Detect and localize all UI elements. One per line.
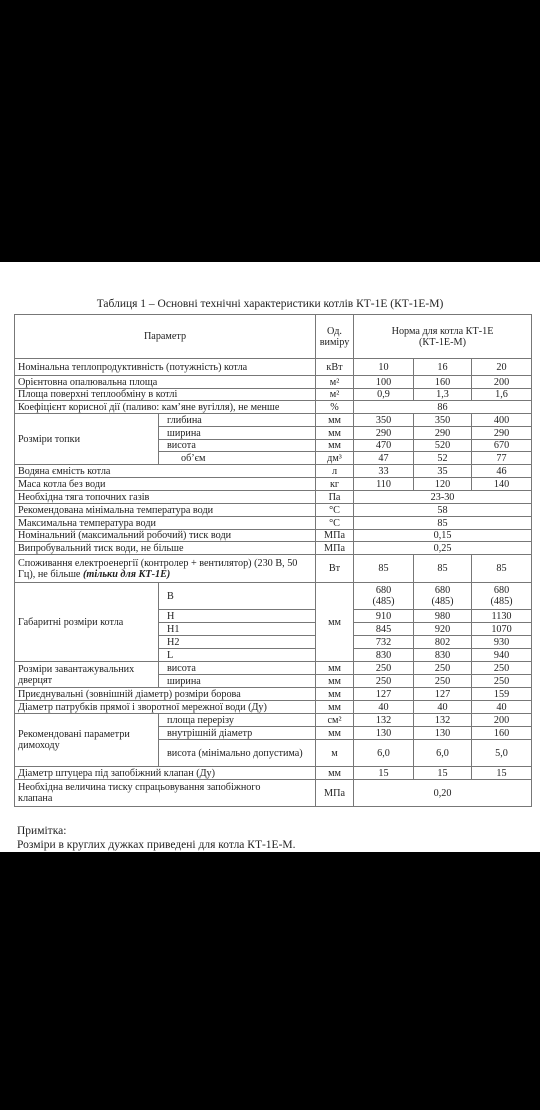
table-header-row <box>15 315 532 359</box>
table-row: Випробувальний тиск води, не більше МПа 0,25 <box>15 542 532 555</box>
table-row: Розміри топки глибина мм 350 350 400 <box>15 414 532 427</box>
table-row: Номінальний (максимальний робочий) тиск води МПа 0,15 <box>15 530 532 542</box>
table-row: Рекомендовані параметри димоходу площа перерізу см² 132 132 200 <box>15 714 532 727</box>
table-row: висота (мінімально допустима) м 6,0 6,0 5,0 <box>15 740 532 767</box>
table-row: ширина мм 290 290 290 <box>15 427 532 440</box>
table-row: Необхідна тяга топочних газів Па 23-30 <box>15 491 532 504</box>
header-unit: Од. виміру <box>316 315 354 359</box>
specifications-table <box>14 314 532 807</box>
table-row: Споживання електроенергії (контролер + вентилятор) (230 В, 50 Гц), не більше (тільки для КТ-1Е) Вт 85 85 85 <box>15 555 532 583</box>
note-title: Примітка: <box>17 825 67 837</box>
table-row: висота мм 470 520 670 <box>15 440 532 452</box>
note-text: Розміри в круглих дужках приведені для котла КТ-1Е-М. <box>17 839 296 851</box>
header-norm: Норма для котла КТ-1Е (КТ-1Е-М) <box>354 315 532 359</box>
table-row: L 830 830 940 <box>15 649 532 662</box>
table-row: Приєднувальні (зовнішній діаметр) розміри борова мм 127 127 159 <box>15 688 532 701</box>
header-param: Параметр <box>15 315 316 359</box>
table-row: внутрішній діаметр мм 130 130 160 <box>15 727 532 740</box>
table-row: Н1 845 920 1070 <box>15 623 532 636</box>
table-row: Розміри завантажувальних дверцят висота мм 250 250 250 <box>15 662 532 675</box>
table-row: Водяна ємність котла л 33 35 46 <box>15 465 532 478</box>
table-row: Коефіцієнт корисної дії (паливо: кам’яне вугілля), не менше % 86 <box>15 401 532 414</box>
document-page <box>0 262 540 852</box>
table-row: Маса котла без води кг 110 120 140 <box>15 478 532 491</box>
table-row: Максимальна температура води °С 85 <box>15 517 532 530</box>
table-row: Площа поверхні теплообміну в котлі м² 0,9 1,3 1,6 <box>15 389 532 401</box>
table-row: Н 910 980 1130 <box>15 610 532 623</box>
table-row: Н2 732 802 930 <box>15 636 532 649</box>
table-row: об’єм дм³ 47 52 77 <box>15 452 532 465</box>
table-row: Діаметр патрубків прямої і зворотної мережної води (Ду) мм 40 40 40 <box>15 701 532 714</box>
table-row: Рекомендована мінімальна температура води °С 58 <box>15 504 532 517</box>
table-row: Необхідна величина тиску спрацьовування запобіжного клапана МПа 0,20 <box>15 780 532 807</box>
table-row: Діаметр штуцера під запобіжний клапан (Ду) мм 15 15 15 <box>15 767 532 780</box>
table-row: Орієнтовна опалювальна площа м² 100 160 200 <box>15 376 532 389</box>
table-row: ширина мм 250 250 250 <box>15 675 532 688</box>
note <box>17 824 296 852</box>
table-row: Габаритні розміри котла В мм 680 (485) 680 (485) 680 (485) <box>15 583 532 610</box>
table-row: Номінальна теплопродуктивність (потужність) котла кВт 10 16 20 <box>15 359 532 376</box>
table-title: Таблиця 1 – Основні технічні характеристики котлів КТ-1Е (КТ-1Е-М) <box>96 298 444 310</box>
